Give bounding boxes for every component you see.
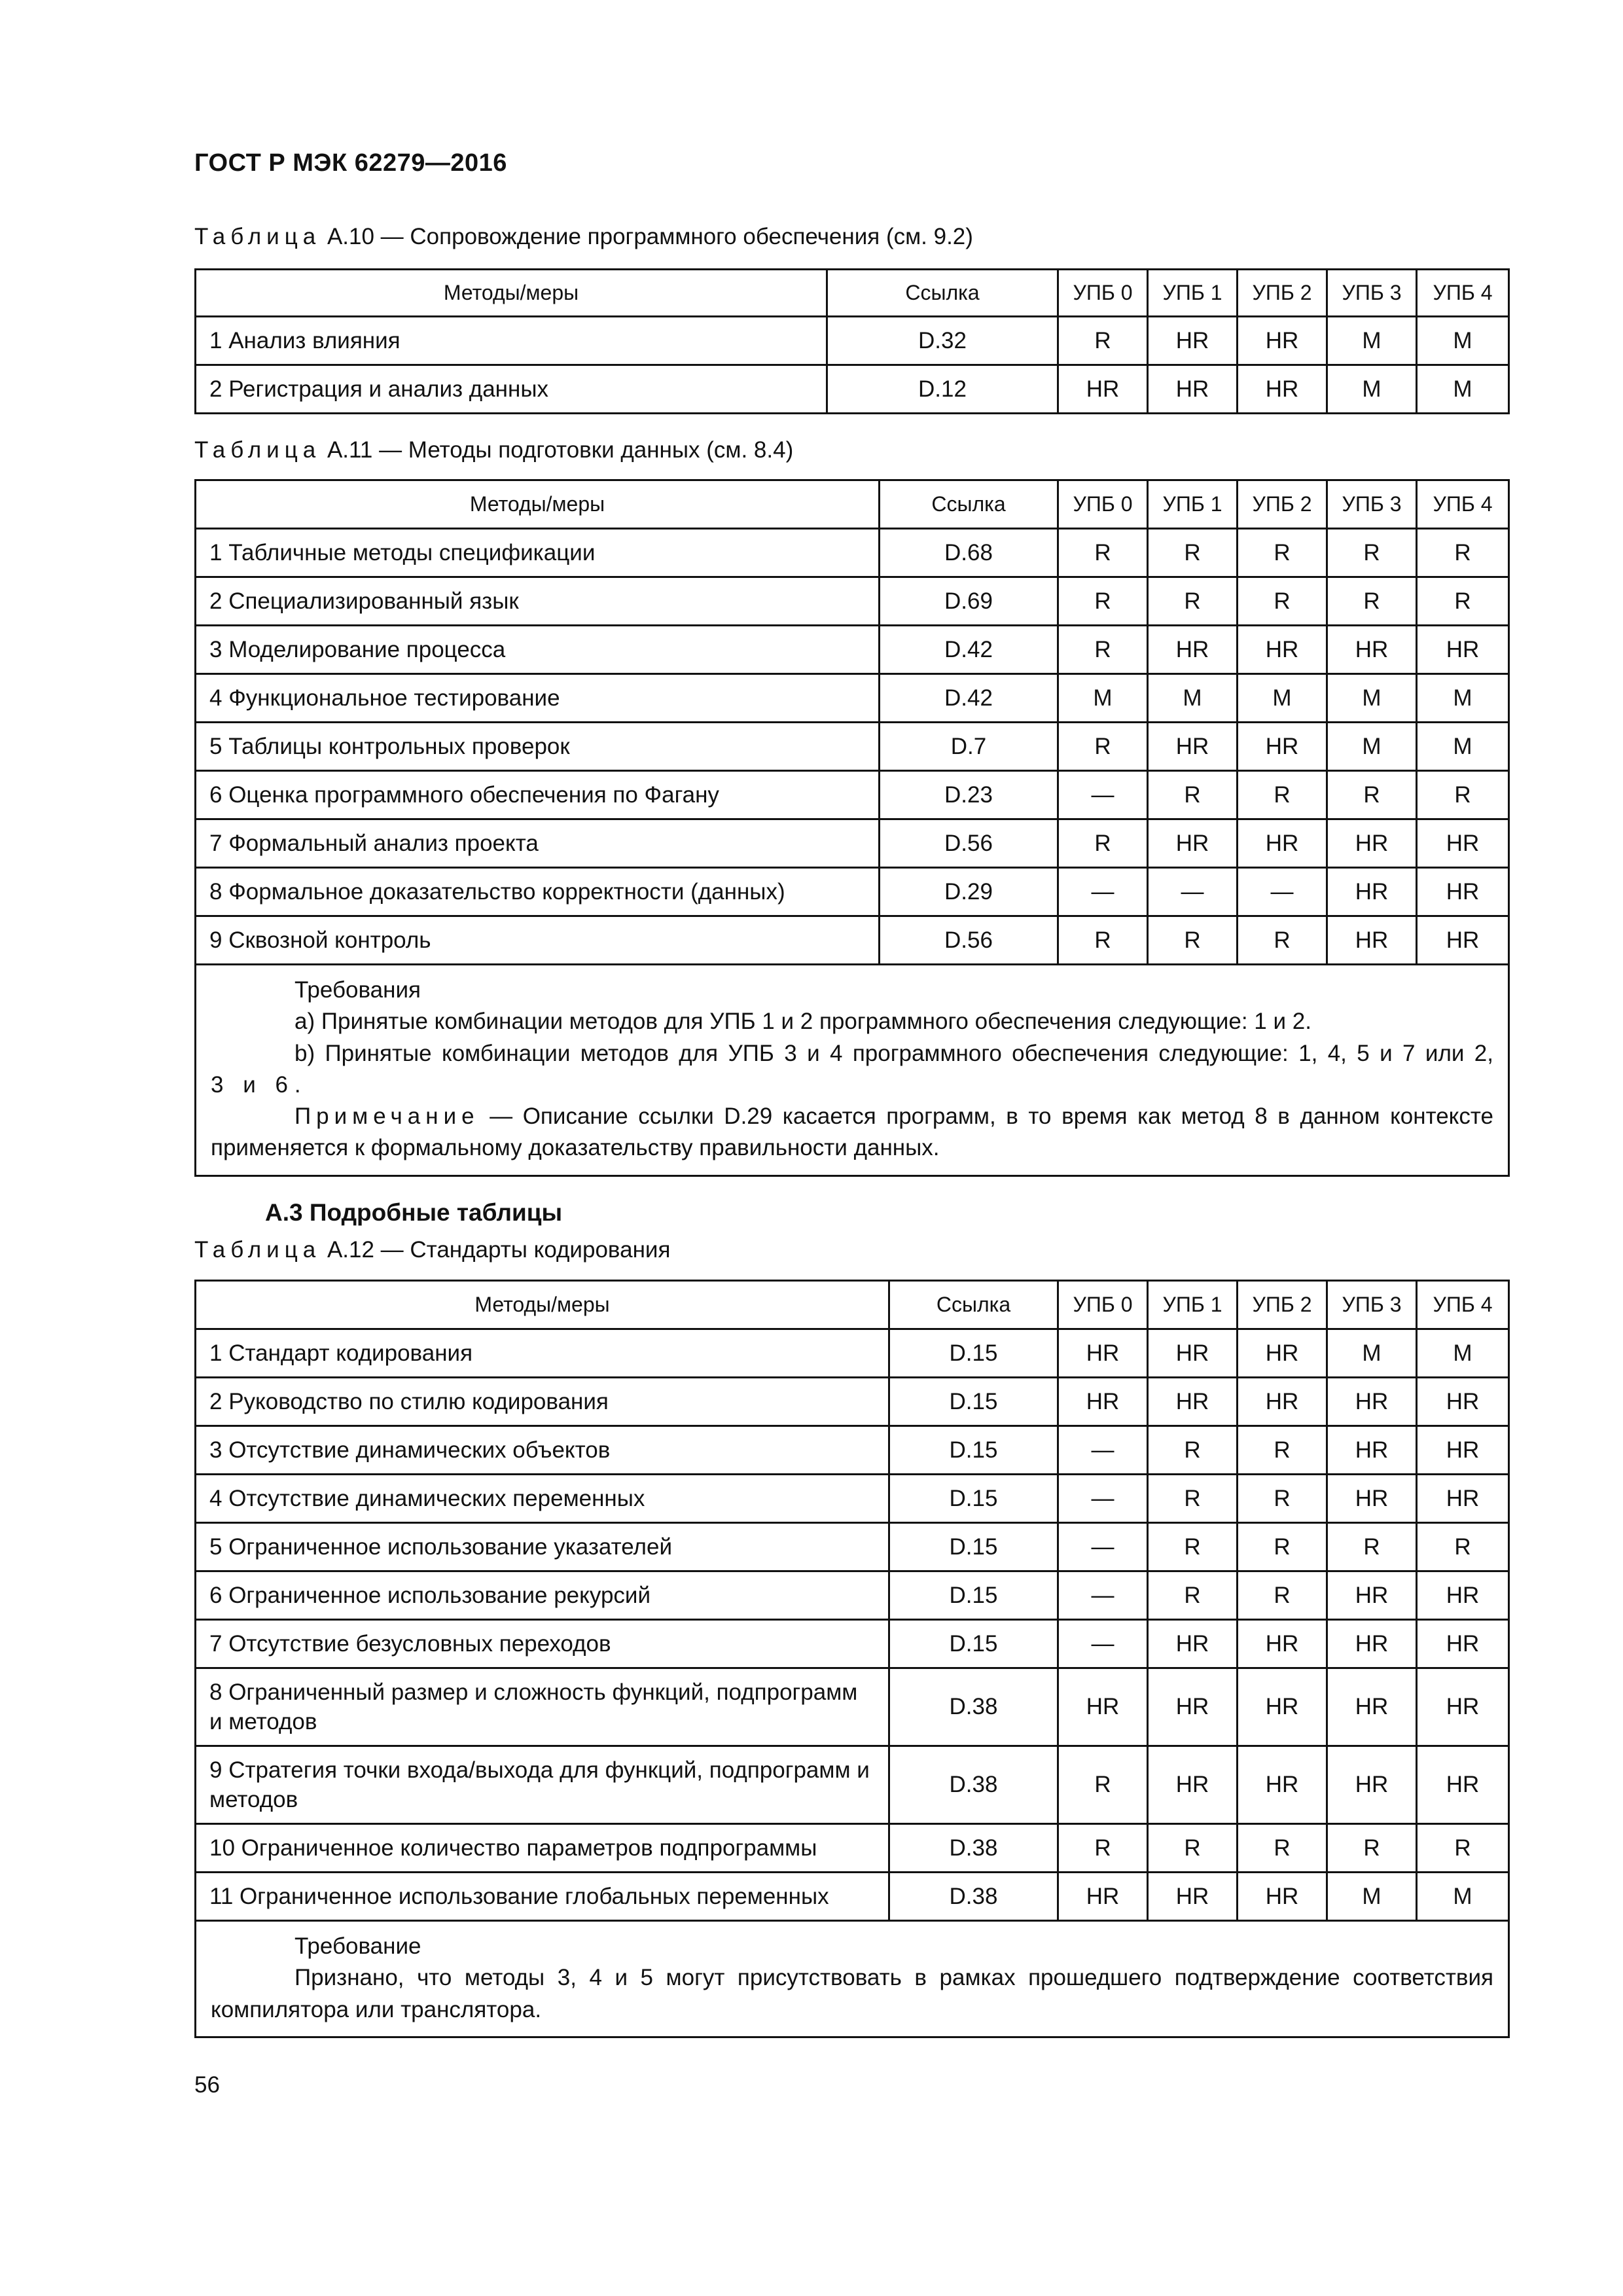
table-row <box>196 819 1509 868</box>
note-label: Примечание <box>294 1103 480 1130</box>
sil-1-cell: R <box>1148 1523 1238 1571</box>
sil-0-cell: R <box>1058 819 1148 868</box>
sil-4-cell: M <box>1417 1873 1509 1921</box>
reference-cell: D.15 <box>889 1329 1058 1378</box>
sil-2-cell: HR <box>1238 1746 1327 1824</box>
sil-1-cell: R <box>1148 577 1238 626</box>
sil-0-cell: R <box>1058 626 1148 674</box>
table-row <box>196 1329 1509 1378</box>
sil-4-cell: HR <box>1417 1378 1509 1426</box>
sil-0-cell: R <box>1058 1746 1148 1824</box>
table-a10-caption-label: Таблица <box>194 224 321 249</box>
sil-3-cell: M <box>1327 1329 1417 1378</box>
sil-4-cell: HR <box>1417 1475 1509 1523</box>
sil-2-cell: HR <box>1238 317 1327 365</box>
table-a10-caption <box>194 224 973 250</box>
sil-0-cell: R <box>1058 1824 1148 1873</box>
method-cell: 10 Ограниченное количество параметров подпрограммы <box>196 1824 889 1873</box>
table-a12-caption-label: Таблица <box>194 1237 321 1263</box>
table-a12-requirements <box>196 1921 1509 2037</box>
sil-2-cell: R <box>1238 1824 1327 1873</box>
sil-3-cell: R <box>1327 1523 1417 1571</box>
table-row <box>196 1824 1509 1873</box>
column-header-sil-2: УПБ 2 <box>1238 1281 1327 1329</box>
sil-0-cell: R <box>1058 317 1148 365</box>
sil-2-cell: — <box>1238 868 1327 916</box>
table-row <box>196 365 1509 414</box>
sil-0-cell: HR <box>1058 1668 1148 1746</box>
table-row <box>196 626 1509 674</box>
sil-0-cell: HR <box>1058 1329 1148 1378</box>
sil-0-cell: R <box>1058 916 1148 965</box>
sil-4-cell: HR <box>1417 1668 1509 1746</box>
sil-3-cell: HR <box>1327 916 1417 965</box>
column-header-sil-3: УПБ 3 <box>1327 1281 1417 1329</box>
method-cell: 4 Функциональное тестирование <box>196 674 880 723</box>
sil-1-cell: R <box>1148 916 1238 965</box>
sil-4-cell: HR <box>1417 819 1509 868</box>
table-row <box>196 723 1509 771</box>
reference-cell: D.15 <box>889 1620 1058 1668</box>
method-cell: 1 Табличные методы спецификации <box>196 529 880 577</box>
reference-cell: D.12 <box>827 365 1058 414</box>
reference-cell: D.15 <box>889 1475 1058 1523</box>
sil-4-cell: M <box>1417 674 1509 723</box>
table-a12-header-row <box>196 1281 1509 1329</box>
sil-4-cell: HR <box>1417 868 1509 916</box>
reference-cell: D.38 <box>889 1873 1058 1921</box>
requirements-title: Требования <box>294 977 421 1003</box>
reference-cell: D.23 <box>880 771 1058 819</box>
sil-2-cell: HR <box>1238 1620 1327 1668</box>
sil-1-cell: R <box>1148 1571 1238 1620</box>
method-cell: 2 Специализированный язык <box>196 577 880 626</box>
column-header-sil-1: УПБ 1 <box>1148 270 1238 317</box>
note-text: — Описание ссылки D.29 касается программ, в то время как метод 8 в данном контексте применяется к формальному доказательству правильности данных. <box>211 1103 1493 1161</box>
sil-4-cell: HR <box>1417 1571 1509 1620</box>
sil-3-cell: M <box>1327 317 1417 365</box>
table-a10-header-row <box>196 270 1509 317</box>
table-row <box>196 577 1509 626</box>
sil-4-cell: R <box>1417 1523 1509 1571</box>
sil-1-cell: R <box>1148 1475 1238 1523</box>
reference-cell: D.32 <box>827 317 1058 365</box>
sil-4-cell: R <box>1417 577 1509 626</box>
table-row <box>196 674 1509 723</box>
sil-3-cell: R <box>1327 529 1417 577</box>
sil-0-cell: — <box>1058 1571 1148 1620</box>
table-row <box>196 1378 1509 1426</box>
reference-cell: D.42 <box>880 674 1058 723</box>
sil-3-cell: HR <box>1327 1746 1417 1824</box>
sil-3-cell: HR <box>1327 868 1417 916</box>
method-cell: 7 Отсутствие безусловных переходов <box>196 1620 889 1668</box>
sil-0-cell: HR <box>1058 1378 1148 1426</box>
table-a10 <box>194 268 1510 414</box>
page-number: 56 <box>194 2072 220 2098</box>
sil-3-cell: HR <box>1327 1426 1417 1475</box>
sil-2-cell: R <box>1238 1475 1327 1523</box>
column-header-sil-2: УПБ 2 <box>1238 270 1327 317</box>
sil-2-cell: HR <box>1238 1378 1327 1426</box>
reference-cell: D.15 <box>889 1378 1058 1426</box>
sil-1-cell: HR <box>1148 626 1238 674</box>
sil-0-cell: — <box>1058 771 1148 819</box>
requirement-b: b) Принятые комбинации методов для УПБ 3 и 4 программного обеспечения следующие: 1, 4, 5 и 7 или 2, <box>294 1040 1493 1066</box>
method-cell: 6 Ограниченное использование рекурсий <box>196 1571 889 1620</box>
sil-2-cell: HR <box>1238 626 1327 674</box>
sil-1-cell: R <box>1148 529 1238 577</box>
sil-3-cell: HR <box>1327 1620 1417 1668</box>
table-row <box>196 1523 1509 1571</box>
column-header-ref: Ссылка <box>880 480 1058 529</box>
table-row <box>196 1746 1509 1824</box>
column-header-methods: Методы/меры <box>196 1281 889 1329</box>
table-row <box>196 1475 1509 1523</box>
sil-2-cell: R <box>1238 1426 1327 1475</box>
requirement-b-tail: 3 и 6. <box>211 1071 308 1098</box>
sil-3-cell: HR <box>1327 1475 1417 1523</box>
sil-1-cell: — <box>1148 868 1238 916</box>
sil-2-cell: R <box>1238 577 1327 626</box>
table-row <box>196 868 1509 916</box>
method-cell: 2 Регистрация и анализ данных <box>196 365 827 414</box>
table-row <box>196 1620 1509 1668</box>
method-cell: 4 Отсутствие динамических переменных <box>196 1475 889 1523</box>
table-row <box>196 1668 1509 1746</box>
sil-1-cell: HR <box>1148 1668 1238 1746</box>
sil-4-cell: M <box>1417 365 1509 414</box>
sil-1-cell: HR <box>1148 365 1238 414</box>
sil-0-cell: — <box>1058 1426 1148 1475</box>
document-header: ГОСТ Р МЭК 62279—2016 <box>194 149 507 177</box>
sil-2-cell: R <box>1238 1523 1327 1571</box>
sil-4-cell: M <box>1417 723 1509 771</box>
method-cell: 1 Анализ влияния <box>196 317 827 365</box>
sil-4-cell: HR <box>1417 916 1509 965</box>
sil-2-cell: HR <box>1238 723 1327 771</box>
sil-3-cell: HR <box>1327 1378 1417 1426</box>
column-header-sil-3: УПБ 3 <box>1327 480 1417 529</box>
method-cell: 5 Таблицы контрольных проверок <box>196 723 880 771</box>
sil-0-cell: R <box>1058 723 1148 771</box>
method-cell: 8 Формальное доказательство корректности (данных) <box>196 868 880 916</box>
reference-cell: D.7 <box>880 723 1058 771</box>
sil-1-cell: HR <box>1148 1620 1238 1668</box>
table-row <box>196 529 1509 577</box>
sil-2-cell: HR <box>1238 1329 1327 1378</box>
sil-4-cell: M <box>1417 1329 1509 1378</box>
table-a12-requirements-row <box>196 1921 1509 2037</box>
sil-3-cell: R <box>1327 771 1417 819</box>
sil-4-cell: HR <box>1417 626 1509 674</box>
method-cell: 9 Сквозной контроль <box>196 916 880 965</box>
sil-3-cell: M <box>1327 723 1417 771</box>
sil-1-cell: R <box>1148 771 1238 819</box>
column-header-sil-0: УПБ 0 <box>1058 1281 1148 1329</box>
table-a12-caption-text: А.12 — Стандарты кодирования <box>321 1237 671 1263</box>
sil-0-cell: HR <box>1058 1873 1148 1921</box>
requirement-a: a) Принятые комбинации методов для УПБ 1 и 2 программного обеспечения следующие: 1 и 2. <box>294 1009 1311 1035</box>
sil-2-cell: R <box>1238 771 1327 819</box>
column-header-ref: Ссылка <box>827 270 1058 317</box>
sil-2-cell: HR <box>1238 1873 1327 1921</box>
sil-4-cell: HR <box>1417 1426 1509 1475</box>
method-cell: 1 Стандарт кодирования <box>196 1329 889 1378</box>
table-a11-note <box>211 1101 1493 1164</box>
sil-1-cell: R <box>1148 1426 1238 1475</box>
sil-4-cell: HR <box>1417 1746 1509 1824</box>
method-cell: 3 Отсутствие динамических объектов <box>196 1426 889 1475</box>
reference-cell: D.68 <box>880 529 1058 577</box>
reference-cell: D.15 <box>889 1426 1058 1475</box>
sil-1-cell: HR <box>1148 723 1238 771</box>
sil-3-cell: M <box>1327 365 1417 414</box>
column-header-methods: Методы/меры <box>196 480 880 529</box>
column-header-methods: Методы/меры <box>196 270 827 317</box>
requirement-title: Требование <box>294 1933 421 1959</box>
reference-cell: D.42 <box>880 626 1058 674</box>
sil-1-cell: HR <box>1148 317 1238 365</box>
reference-cell: D.38 <box>889 1746 1058 1824</box>
sil-0-cell: R <box>1058 577 1148 626</box>
sil-0-cell: — <box>1058 1523 1148 1571</box>
sil-3-cell: M <box>1327 674 1417 723</box>
reference-cell: D.56 <box>880 916 1058 965</box>
sil-0-cell: R <box>1058 529 1148 577</box>
sil-1-cell: HR <box>1148 1746 1238 1824</box>
table-row <box>196 1873 1509 1921</box>
sil-3-cell: HR <box>1327 626 1417 674</box>
sil-2-cell: R <box>1238 529 1327 577</box>
table-a12 <box>194 1280 1510 2038</box>
column-header-sil-2: УПБ 2 <box>1238 480 1327 529</box>
sil-4-cell: R <box>1417 1824 1509 1873</box>
column-header-sil-4: УПБ 4 <box>1417 270 1509 317</box>
column-header-sil-3: УПБ 3 <box>1327 270 1417 317</box>
sil-0-cell: HR <box>1058 365 1148 414</box>
reference-cell: D.38 <box>889 1668 1058 1746</box>
reference-cell: D.15 <box>889 1523 1058 1571</box>
sil-2-cell: HR <box>1238 819 1327 868</box>
table-a10-caption-text: А.10 — Сопровождение программного обеспечения (см. 9.2) <box>321 224 973 249</box>
method-cell: 5 Ограниченное использование указателей <box>196 1523 889 1571</box>
sil-0-cell: M <box>1058 674 1148 723</box>
sil-3-cell: M <box>1327 1873 1417 1921</box>
sil-3-cell: HR <box>1327 1668 1417 1746</box>
table-row <box>196 916 1509 965</box>
sil-1-cell: HR <box>1148 1873 1238 1921</box>
sil-2-cell: HR <box>1238 1668 1327 1746</box>
sil-0-cell: — <box>1058 868 1148 916</box>
method-cell: 7 Формальный анализ проекта <box>196 819 880 868</box>
sil-4-cell: HR <box>1417 1620 1509 1668</box>
sil-3-cell: HR <box>1327 819 1417 868</box>
method-cell: 8 Ограниченный размер и сложность функций, подпрограмм и методов <box>196 1668 889 1746</box>
table-a12-caption <box>194 1237 670 1263</box>
table-a11 <box>194 479 1510 1177</box>
table-row <box>196 317 1509 365</box>
column-header-ref: Ссылка <box>889 1281 1058 1329</box>
sil-4-cell: R <box>1417 529 1509 577</box>
sil-1-cell: R <box>1148 1824 1238 1873</box>
table-a11-header-row <box>196 480 1509 529</box>
column-header-sil-1: УПБ 1 <box>1148 480 1238 529</box>
column-header-sil-4: УПБ 4 <box>1417 1281 1509 1329</box>
reference-cell: D.56 <box>880 819 1058 868</box>
method-cell: 2 Руководство по стилю кодирования <box>196 1378 889 1426</box>
column-header-sil-0: УПБ 0 <box>1058 270 1148 317</box>
reference-cell: D.38 <box>889 1824 1058 1873</box>
sil-4-cell: M <box>1417 317 1509 365</box>
sil-4-cell: R <box>1417 771 1509 819</box>
sil-1-cell: HR <box>1148 1378 1238 1426</box>
sil-0-cell: — <box>1058 1620 1148 1668</box>
sil-1-cell: M <box>1148 674 1238 723</box>
method-cell: 3 Моделирование процесса <box>196 626 880 674</box>
sil-1-cell: HR <box>1148 1329 1238 1378</box>
reference-cell: D.29 <box>880 868 1058 916</box>
column-header-sil-0: УПБ 0 <box>1058 480 1148 529</box>
table-a11-caption-label: Таблица <box>194 437 321 463</box>
table-a11-requirements-row <box>196 965 1509 1176</box>
column-header-sil-4: УПБ 4 <box>1417 480 1509 529</box>
requirement-text: Признано, что методы 3, 4 и 5 могут присутствовать в рамках прошедшего подтверждение соответствия компилятора или транслятора. <box>211 1965 1493 2022</box>
sil-3-cell: R <box>1327 1824 1417 1873</box>
sil-2-cell: R <box>1238 1571 1327 1620</box>
column-header-sil-1: УПБ 1 <box>1148 1281 1238 1329</box>
reference-cell: D.15 <box>889 1571 1058 1620</box>
table-a11-requirements <box>196 965 1509 1176</box>
table-row <box>196 771 1509 819</box>
table-a11-caption-text: А.11 — Методы подготовки данных (см. 8.4) <box>321 437 794 463</box>
method-cell: 11 Ограниченное использование глобальных переменных <box>196 1873 889 1921</box>
sil-3-cell: R <box>1327 577 1417 626</box>
table-row <box>196 1426 1509 1475</box>
sil-0-cell: — <box>1058 1475 1148 1523</box>
sil-2-cell: M <box>1238 674 1327 723</box>
sil-3-cell: HR <box>1327 1571 1417 1620</box>
section-a3-title: А.3 Подробные таблицы <box>265 1199 563 1226</box>
method-cell: 6 Оценка программного обеспечения по Фагану <box>196 771 880 819</box>
reference-cell: D.69 <box>880 577 1058 626</box>
sil-2-cell: R <box>1238 916 1327 965</box>
method-cell: 9 Стратегия точки входа/выхода для функций, подпрограмм и методов <box>196 1746 889 1824</box>
table-row <box>196 1571 1509 1620</box>
sil-2-cell: HR <box>1238 365 1327 414</box>
sil-1-cell: HR <box>1148 819 1238 868</box>
table-a11-caption <box>194 437 793 463</box>
